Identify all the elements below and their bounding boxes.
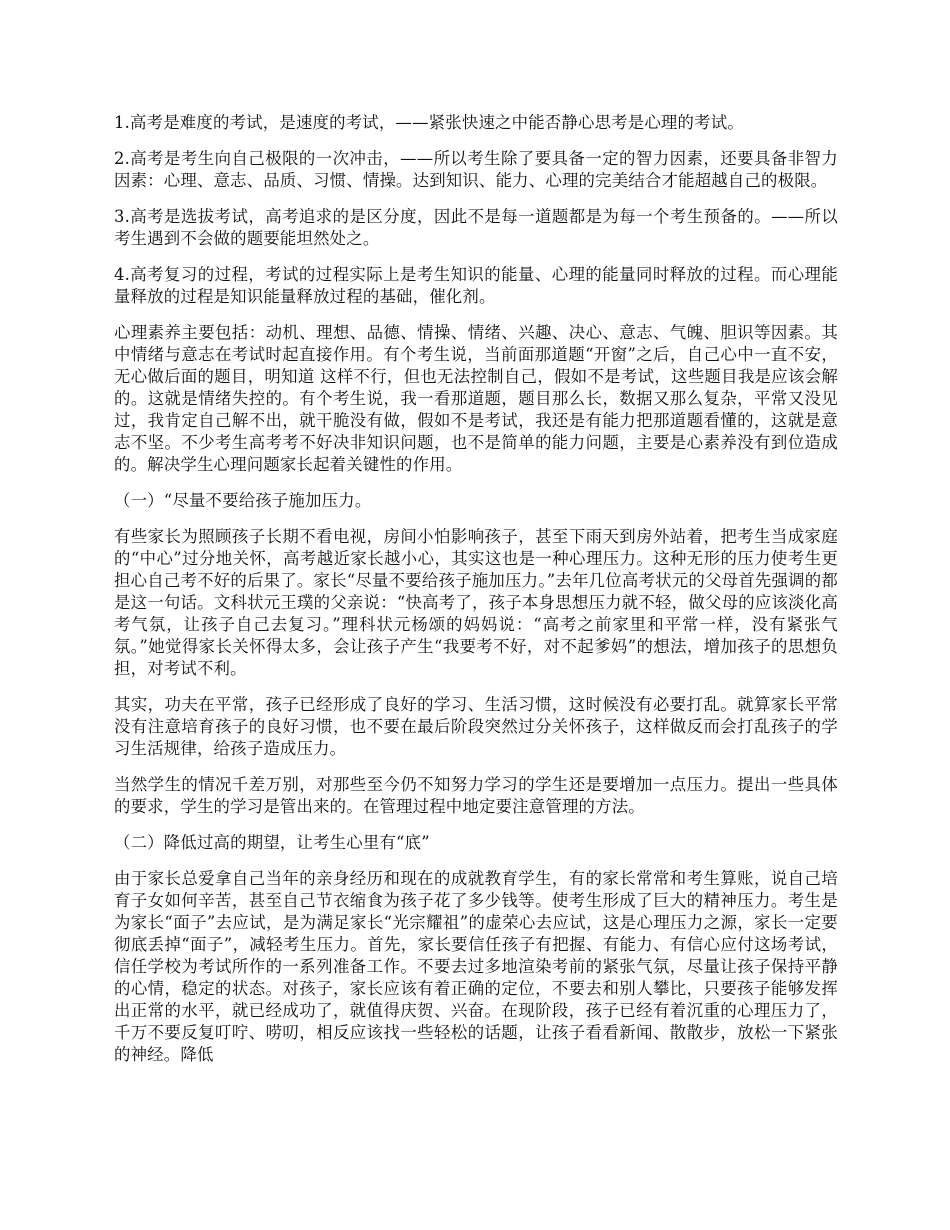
paragraph-psychological-qualities: 心理素养主要包括：动机、理想、品德、情操、情绪、兴趣、决心、意志、气魄、胆识等因素。其中情绪与意志在考试时起直接作用。有个考生说，当前面那道题“开窗”之后，自己心中一直不安，无心做后面的题目，明知道 这样不行，但也无法控制自己，假如不是考试，这些题目我是应该会解的。这就是情绪失控的。有个考生说，我一看那道题，题目那么长，数据又那么复杂，平常又没见过，我肯定自己解不出，就干脆没有做，假如不是考试，我还是有能力把那道题看懂的，这就是意志不坚。不少考生高考考不好决非知识问题，也不是简单的能力问题，主要是心素养没有到位造成的。解决学生心理问题家长起着关键性的作用。 <box>114 323 838 474</box>
paragraph-habits: 其实，功夫在平常，孩子已经形成了良好的学习、生活习惯，这时候没有必要打乱。就算家长平常没有注意培育孩子的良好习惯，也不要在最后阶段突然过分关怀孩子，这样做反而会打乱孩子的学习生活规律，给孩子造成压力。 <box>114 695 838 758</box>
paragraph-point-3: 3.高考是选拔考试，高考追求的是区分度，因此不是每一道题都是为每一个考生预备的。——所以考生遇到不会做的题要能坦然处之。 <box>114 207 838 248</box>
paragraph-pressure: 有些家长为照顾孩子长期不看电视，房间小怕影响孩子，甚至下雨天到房外站着，把考生当成家庭的“中心”过分地关怀，高考越近家长越小心，其实这也是一种心理压力。这种无形的压力使考生更担心自己考不好的后果了。家长“尽量不要给孩子施加压力。”去年几位高考状元的父母首先强调的都是这一句话。文科状元王璞的父亲说：“快高考了，孩子本身思想压力就不轻，做父母的应该淡化高考气氛，让孩子自己去复习。”理科状元杨颂的妈妈说：“高考之前家里和平常一样，没有紧张气氛。”她觉得家长关怀得太多，会让孩子产生“我要考不好，对不起爹妈”的想法，增加孩子的思想负担，对考试不利。 <box>114 527 838 678</box>
paragraph-point-1: 1.高考是难度的考试，是速度的考试，——紧张快速之中能否静心思考是心理的考试。 <box>114 113 744 132</box>
paragraph-point-2: 2.高考是考生向自己极限的一次冲击，——所以考生除了要具备一定的智力因素，还要具备非智力因素：心理、意志、品质、习惯、情操。达到知识、能力、心理的完美结合才能超越自己的极限。 <box>114 149 838 190</box>
paragraph-expectations: 由于家长总爱拿自己当年的亲身经历和现在的成就教育学生，有的家长常常和考生算账，说自己培育子女如何辛苦，甚至自己节衣缩食为孩子花了多少钱等。使考生形成了巨大的精神压力。考生是为家长“面子”去应试，是为满足家长“光宗耀祖”的虚荣心去应试，这是心理压力之源，家长一定要彻底丢掉“面子”，减轻考生压力。首先，家长要信任孩子有把握、有能力、有信心应付这场考试，信任学校为考试所作的一系列准备工作。不要去过多地渲染考前的紧张气氛，尽量让孩子保持平静的心情，稳定的状态。对孩子，家长应该有着正确的定位，不要去和别人攀比，只要孩子能够发挥出正常的水平，就已经成功了，就值得庆贺、兴奋。在现阶段，孩子已经有着沉重的心理压力了，千万不要反复叮咛、唠叨，相反应该找一些轻松的话题，让孩子看看新闻、散散步，放松一下紧张的神经。降低 <box>114 869 838 1064</box>
section-heading-1: （一）“尽量不要给孩子施加压力。 <box>114 491 372 510</box>
paragraph-point-4: 4.高考复习的过程，考试的过程实际上是考生知识的能量、心理的能量同时释放的过程。而心理能量释放的过程是知识能量释放过程的基础，催化剂。 <box>114 265 838 306</box>
section-heading-2: （二）降低过高的期望，让考生心里有“底” <box>114 833 430 852</box>
document-page <box>114 112 838 1080</box>
paragraph-individual-differences: 当然学生的情况千差万别，对那些至今仍不知努力学习的学生还是要增加一点压力。提出一些具体的要求，学生的学习是管出来的。在管理过程中地定要注意管理的方法。 <box>114 775 838 816</box>
